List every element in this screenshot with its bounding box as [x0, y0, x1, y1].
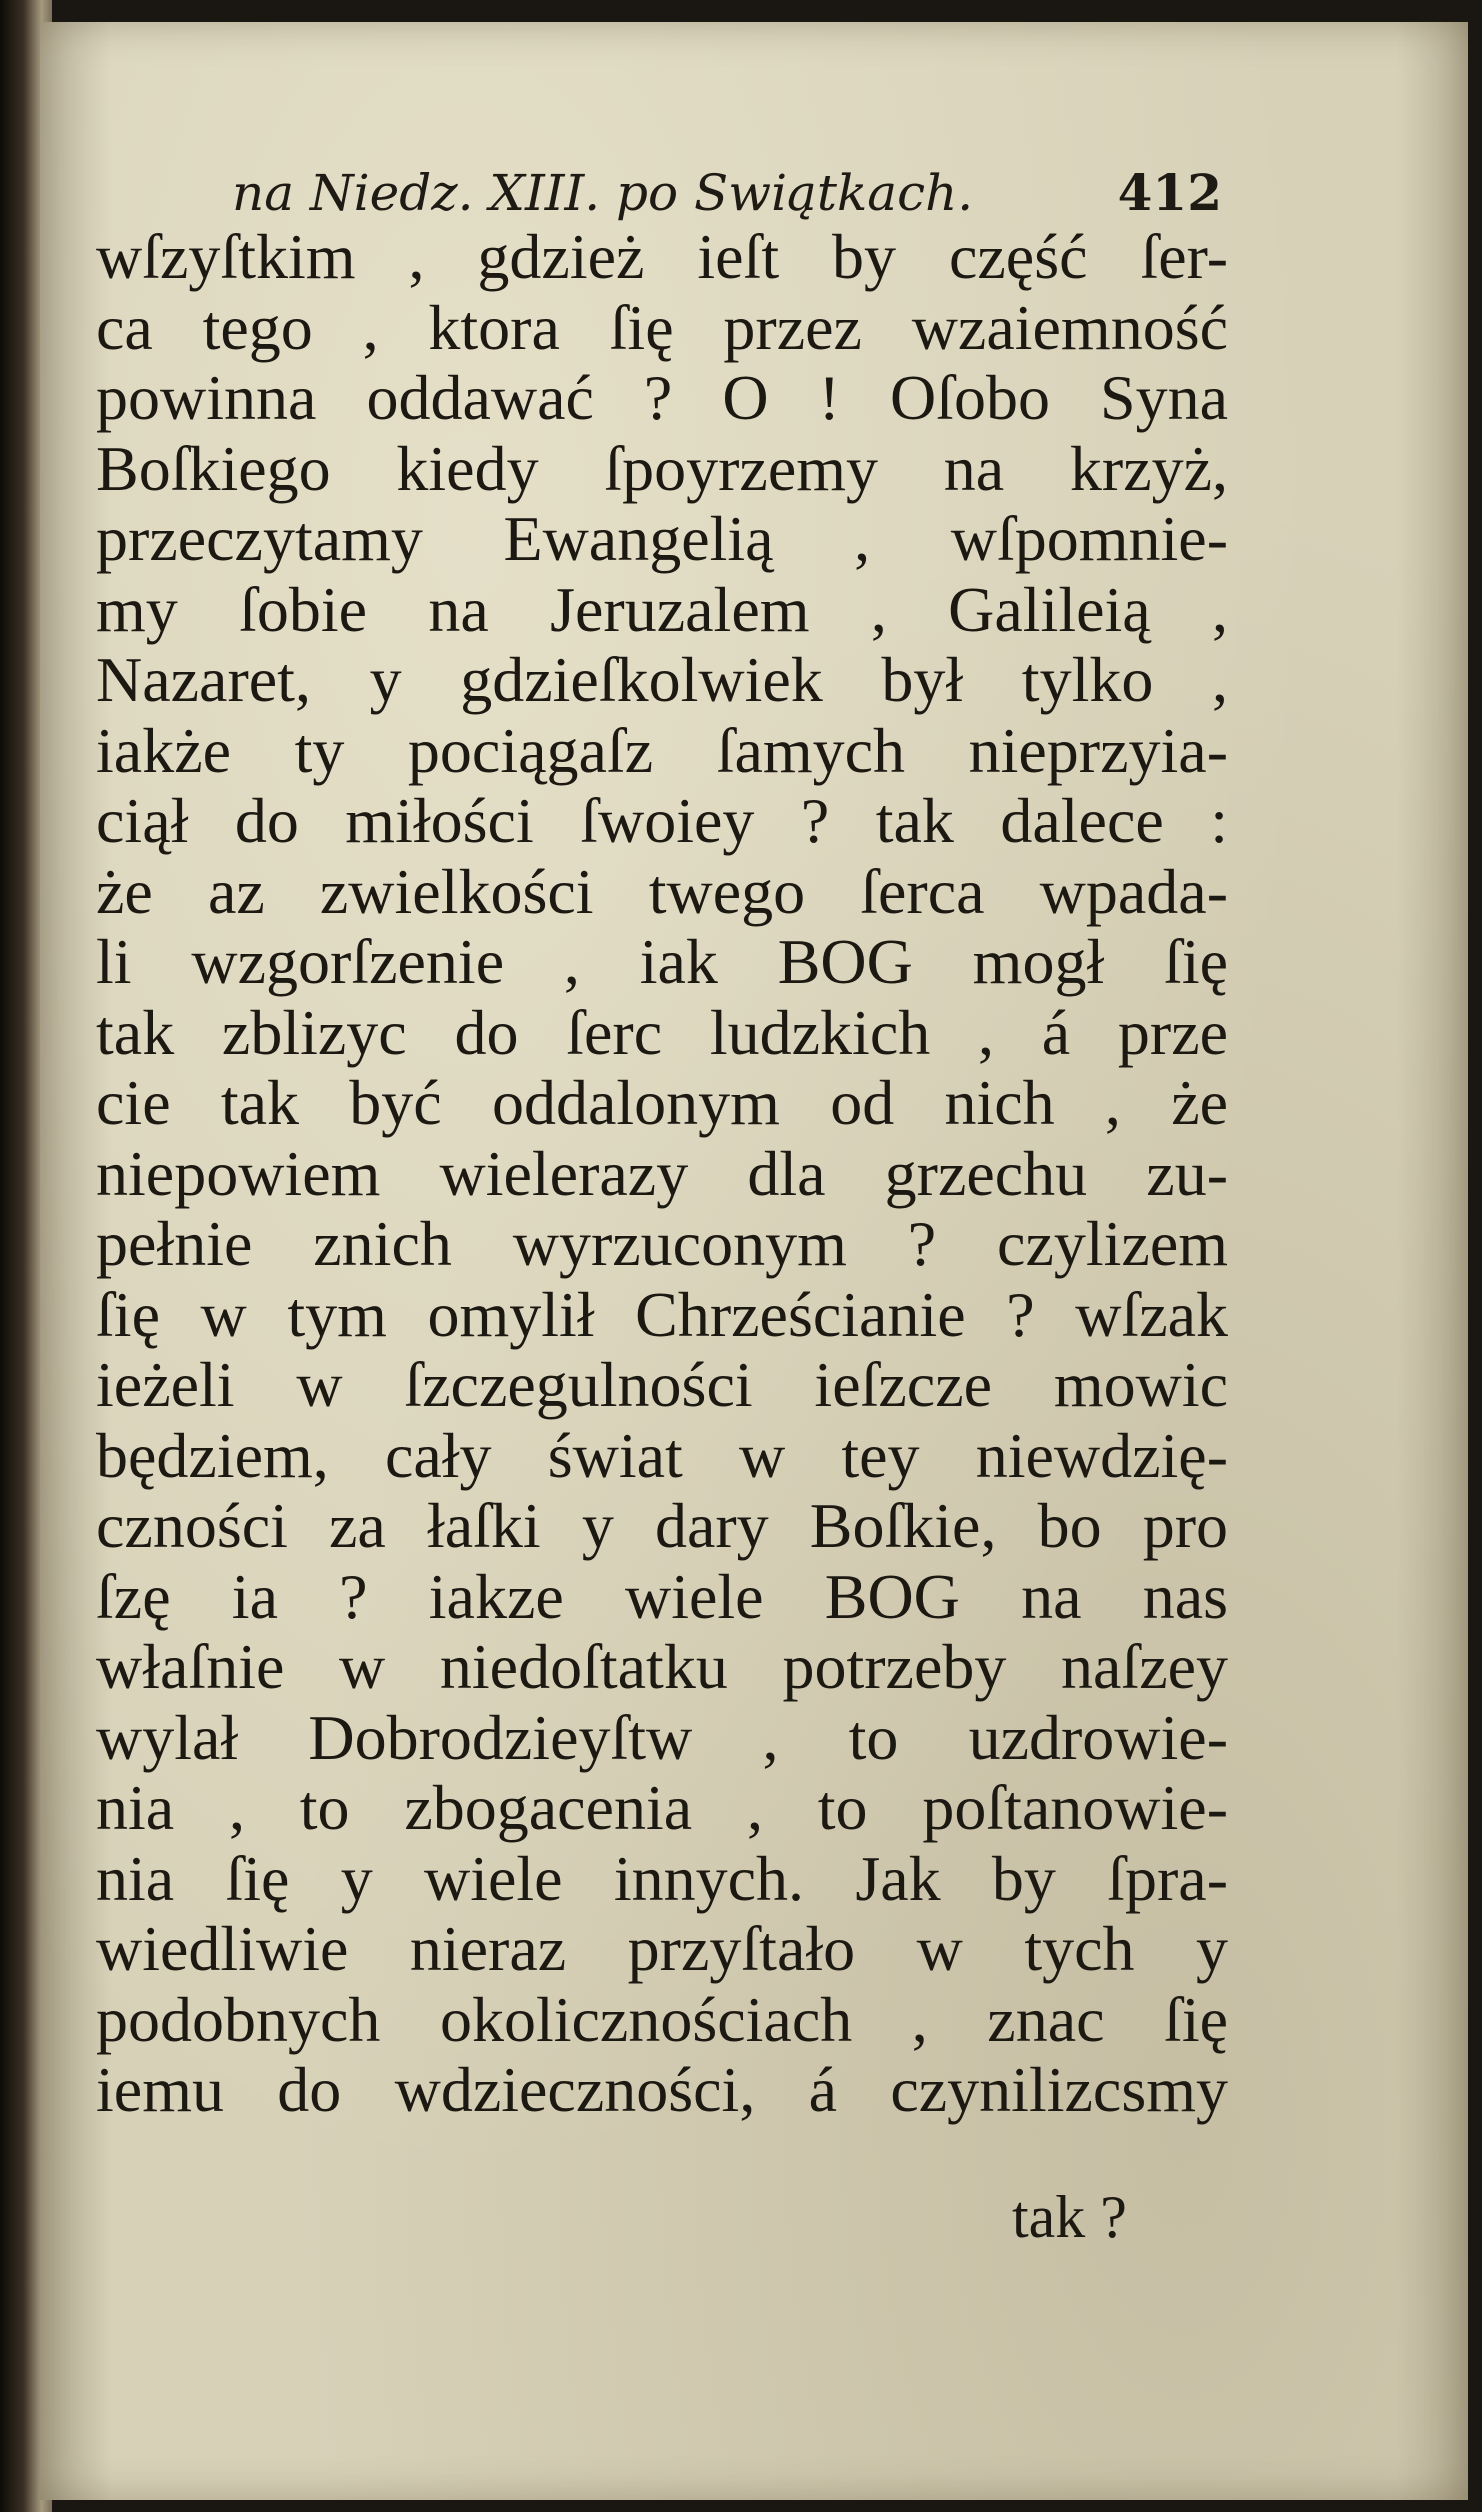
text-line: powinna oddawać ? O ! Oſobo Syna — [96, 362, 1228, 433]
text-line: ciął do miłości ſwoiey ? tak dalece : — [96, 785, 1228, 856]
text-line: właſnie w niedoſtatku potrzeby naſzey — [96, 1631, 1228, 1702]
text-line: ſię w tym omylił Chrześcianie ? wſzak — [96, 1278, 1228, 1350]
running-head-title: na Niedz. XIII. po Swiątkach. — [232, 164, 974, 222]
text-line: ſzę ia ? iakze wiele BOG na nas — [96, 1560, 1228, 1632]
body-text — [96, 222, 1228, 2126]
text-line: nia , to zbogacenia , to poſtanowie- — [96, 1772, 1228, 1843]
text-line: Nazaret, y gdzieſkolwiek był tylko , — [96, 644, 1228, 715]
text-line: podobnych okolicznościach , znac ſię — [96, 1983, 1228, 2055]
catchword: tak ? — [1012, 2184, 1127, 2250]
text-line: pełnie znich wyrzuconym ? czylizem — [96, 1208, 1228, 1279]
text-line: iemu do wdzieczności, á czynilizcsmy — [96, 2054, 1228, 2125]
text-line: my ſobie na Jeruzalem , Galileią , — [96, 573, 1228, 645]
text-line: wylał Dobrodzieyſtw , to uzdrowie- — [96, 1701, 1228, 1773]
text-line: wiedliwie nieraz przyſtało w tych y — [96, 1913, 1228, 1984]
text-line: będziem, cały świat w tey niewdzię- — [96, 1419, 1228, 1491]
running-head — [232, 158, 1222, 228]
text-line: nia ſię y wiele innych. Jak by ſpra- — [96, 1842, 1228, 1914]
text-line: wſzyſtkim , gdzież ieſt by część ſer- — [96, 221, 1228, 292]
text-line: tak zblizyc do ſerc ludzkich , á prze — [96, 996, 1228, 1068]
text-line: Boſkiego kiedy ſpoyrzemy na krzyż, — [96, 432, 1228, 504]
text-line: iakże ty pociągaſz ſamych nieprzyia- — [96, 714, 1228, 786]
text-line: cie tak być oddalonym od nich , że — [96, 1067, 1228, 1138]
text-line: ieżeli w ſzczegulności ieſzcze mowic — [96, 1349, 1228, 1420]
text-line: przeczytamy Ewangelią , wſpomnie- — [96, 503, 1228, 574]
text-line: li wzgorſzenie , iak BOG mogł ſię — [96, 926, 1228, 997]
page-number: 412 — [1117, 163, 1222, 222]
text-line: niepowiem wielerazy dla grzechu zu- — [96, 1137, 1228, 1209]
text-line: ca tego , ktora ſię przez wzaiemność — [96, 291, 1228, 363]
text-line: że az zwielkości twego ſerca wpada- — [96, 855, 1228, 927]
text-line: czności za łaſki y dary Boſkie, bo pro — [96, 1490, 1228, 1561]
